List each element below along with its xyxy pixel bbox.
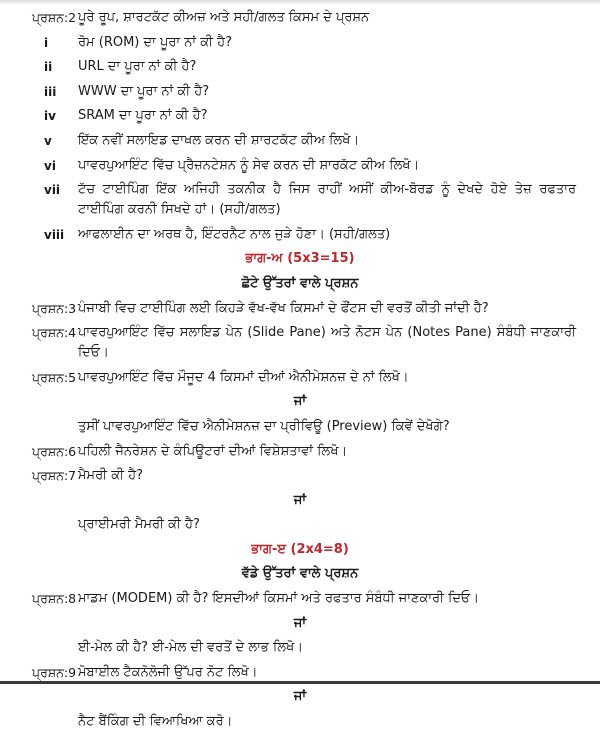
subquestion-text: ਰੋਮ (ROM) ਦਾ ਪੂਰਾ ਨਾਂ ਕੀ ਹੈ? (78, 34, 232, 50)
subquestion-text: ਆਫਲਾਈਨ ਦਾ ਅਰਥ ਹੈ, ਇੰਟਰਨੈਟ ਨਾਲ ਜੁੜੇ ਹੋਣਾ। (ਸਹੀ/ਗਲਤ) (78, 226, 391, 242)
section-b-subtitle: ਵੱਡੇ ਉੱਤਰਾਂ ਵਾਲੇ ਪ੍ਰਸ਼ਨ (241, 566, 359, 582)
question-5 (0, 368, 600, 388)
subquestion-number: vi (44, 158, 56, 173)
subquestion-number: viii (44, 227, 65, 242)
question-label: ਪ੍ਰਸ਼ਨ:4 (32, 325, 77, 341)
subquestion-number: vii (44, 183, 61, 198)
bottom-edge-bar (0, 681, 600, 684)
or-separator: ਜਾਂ (293, 689, 307, 705)
question-label: ਪ੍ਰਸ਼ਨ:9 (32, 664, 77, 680)
question-2 (0, 8, 600, 28)
section-a-title: ਭਾਗ-ਅ (5x3=15) (245, 251, 355, 267)
question-4 (0, 323, 600, 363)
subquestion-iii (0, 82, 600, 102)
question-9 (0, 663, 600, 683)
subquestion-v (0, 131, 600, 151)
subquestion-text: ਟੱਚ ਟਾਈਪਿੰਗ ਇੱਕ ਅਜਿਹੀ ਤਕਨੀਕ ਹੈ ਜਿਸ ਰਾਹੀਂ ਅਸੀਂ ਕੀਅ-ਬੋਰਡ ਨੂੰ ਦੇਖਦੇ ਹੋਏ ਤੇਜ਼ ਰਫਤਾਰ ਟਾਈਪਿੰਗ ਕਰਨੀ ਸਿਖਦੇ ਹਾਂ। (ਸਹੀ/ਗਲਤ) (78, 182, 576, 218)
question-text: ਪਾਵਰਪੁਆਇੰਟ ਵਿੱਚ ਮੌਜੂਦ 4 ਕਿਸਮਾਂ ਦੀਆਂ ਐਨੀਮੇਸ਼ਨਜ਼ ਦੇ ਨਾਂ ਲਿਖੋ। (78, 369, 409, 385)
subquestion-number: iv (44, 109, 56, 124)
subquestion-vii (0, 180, 600, 220)
section-b-title: ਭਾਗ-ੲ (2x4=8) (251, 541, 349, 557)
top-edge-shadow (0, 0, 600, 5)
subquestion-number: iii (44, 84, 57, 99)
subquestion-ii (0, 57, 600, 77)
subquestion-text: URL ਦਾ ਪੂਰਾ ਨਾਂ ਕੀ ਹੈ? (78, 59, 197, 75)
subquestion-vi (0, 156, 600, 176)
question-text: ਪਾਵਰਪੁਆਇੰਟ ਵਿੱਚ ਸਲਾਇਡ ਪੇਨ (Slide Pane) ਅਤੇ ਨੋਟਸ ਪੇਨ (Notes Pane) ਸੰਬੰਧੀ ਜਾਣਕਾਰੀ ਦਿਓ। (78, 325, 576, 361)
question-label: ਪ੍ਰਸ਼ਨ:6 (32, 443, 77, 459)
subquestion-iv (0, 106, 600, 126)
subquestion-viii (0, 225, 600, 245)
question-paper-page (0, 8, 600, 730)
section-a-subtitle: ਛੋਟੇ ਉੱਤਰਾਂ ਵਾਲੇ ਪ੍ਰਸ਼ਨ (241, 275, 359, 291)
question-text: ਪਹਿਲੀ ਜੈਨਰੇਸ਼ਨ ਦੇ ਕੰਪਿਊਟਰਾਂ ਦੀਆਂ ਵਿਸ਼ੇਸ਼ਤਾਵਾਂ ਲਿਖੋ। (78, 443, 348, 459)
question-label: ਪ੍ਰਸ਼ਨ:8 (32, 591, 77, 607)
question-text: ਪੰਜਾਬੀ ਵਿਚ ਟਾਈਪਿੰਗ ਲਈ ਕਿਹੜੇ ਵੱਖ-ਵੱਖ ਕਿਸਮਾਂ ਦੇ ਫੌਂਟਸ ਦੀ ਵਰਤੋਂ ਕੀਤੀ ਜਾਂਦੀ ਹੈ? (78, 300, 489, 316)
or-separator: ਜਾਂ (293, 394, 307, 410)
question-text: ਪੂਰੇ ਰੂਪ, ਸ਼ਾਰਟਕੱਟ ਕੀਅਜ਼ ਅਤੇ ਸਹੀ/ਗਲਤ ਕਿਸਮ ਦੇ ਪ੍ਰਸ਼ਨ (78, 10, 370, 25)
question-text: ਮਾਡਮ (MODEM) ਕੀ ਹੈ? ਇਸਦੀਆਂ ਕਿਸਮਾਂ ਅਤੇ ਰਫਤਾਰ ਸੰਬੰਧੀ ਜਾਣਕਾਰੀ ਦਿਓ। (78, 591, 480, 607)
question-text: ਮੋਬਾਈਲ ਟੈਕਨੋਲੋਜੀ ਉੱਪਰ ਨੋਟ ਲਿਖੋ। (78, 664, 258, 680)
alternative-question: ਈ-ਮੇਲ ਕੀ ਹੈ? ਈ-ਮੇਲ ਦੀ ਵਰਤੋਂ ਦੇ ਲਾਭ ਲਿਖੋ। (78, 640, 304, 656)
subquestion-number: ii (44, 60, 53, 75)
question-7 (0, 466, 600, 486)
question-label: ਪ੍ਰਸ਼ਨ:2 (32, 10, 77, 25)
subquestion-text: SRAM ਦਾ ਪੂਰਾ ਨਾਂ ਕੀ ਹੈ? (78, 108, 208, 124)
alternative-question: ਪ੍ਰਾਈਮਰੀ ਮੈਮਰੀ ਕੀ ਹੈ? (78, 517, 200, 533)
or-separator: ਜਾਂ (293, 492, 307, 508)
subquestion-text: ਇੱਕ ਨਵੀਂ ਸਲਾਇਡ ਦਾਖਲ ਕਰਨ ਦੀ ਸ਼ਾਰਟਕੱਟ ਕੀਅ ਲਿਖੋ। (78, 132, 360, 148)
question-label: ਪ੍ਰਸ਼ਨ:5 (32, 369, 77, 385)
question-6 (0, 442, 600, 462)
subquestion-number: v (44, 133, 52, 148)
question-3 (0, 299, 600, 319)
subquestion-i (0, 33, 600, 53)
alternative-question: ਨੈਟ ਬੈਂਕਿੰਗ ਦੀ ਵਿਆਖਿਆ ਕਰੋ। (78, 714, 233, 730)
subquestion-number: i (44, 35, 49, 50)
question-8 (0, 589, 600, 609)
subquestion-text: ਪਾਵਰਪੁਆਇੰਟ ਵਿੱਚ ਪ੍ਰੈਜ਼ਨਟੇਸ਼ਨ ਨੂੰ ਸੇਵ ਕਰਨ ਦੀ ਸ਼ਾਰਕੱਟ ਕੀਅ ਲਿਖੋ। (78, 157, 420, 173)
question-text: ਮੈਮਰੀ ਕੀ ਹੈ? (78, 468, 144, 484)
alternative-question: ਤੁਸੀਂ ਪਾਵਰਪੁਆਇੰਟ ਵਿੱਚ ਐਨੀਮੇਸ਼ਨਜ਼ ਦਾ ਪ੍ਰੀਵਿਊ (Preview) ਕਿਵੇਂ ਦੇਖੋਗੇ? (78, 418, 450, 434)
subquestion-text: WWW ਦਾ ਪੂਰਾ ਨਾਂ ਕੀ ਹੈ? (78, 83, 210, 99)
question-label: ਪ੍ਰਸ਼ਨ:3 (32, 300, 77, 316)
or-separator: ਜਾਂ (293, 615, 307, 631)
question-label: ਪ੍ਰਸ਼ਨ:7 (32, 468, 77, 484)
